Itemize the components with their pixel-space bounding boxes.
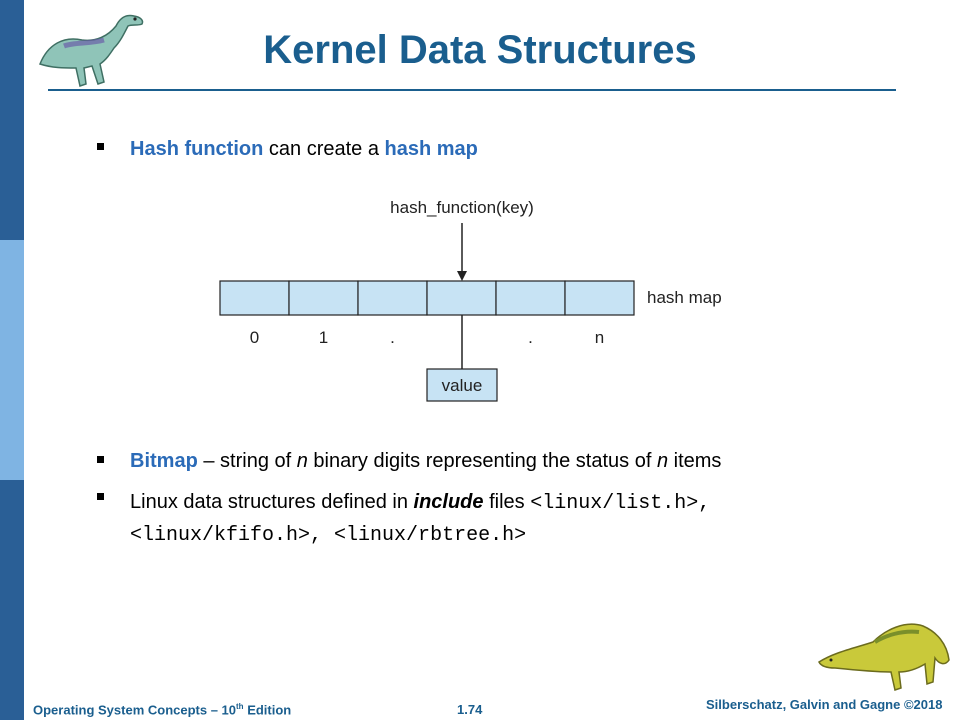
term-bitmap: Bitmap — [130, 450, 198, 472]
cell-index-label: . — [390, 328, 395, 347]
hash-map-cell — [289, 281, 358, 315]
code-kfifo-h: <linux/kfifo.h> — [130, 524, 311, 547]
hash-map-diagram — [200, 185, 760, 415]
bullet-hash-function — [130, 138, 478, 161]
term-include: include — [413, 491, 484, 513]
sidebar-band-middle — [0, 240, 24, 480]
bullet-text: binary digits representing the status of — [307, 450, 657, 472]
title-divider — [48, 89, 896, 91]
index-labels — [250, 328, 604, 347]
cell-index-label: 0 — [249, 328, 260, 347]
sidebar-band-bottom — [0, 480, 24, 720]
footer-text: Edition — [243, 702, 292, 718]
dinosaur-footer-icon — [815, 612, 955, 694]
cell-index-label: n — [594, 328, 605, 347]
bullet-text: files — [483, 491, 531, 513]
footer-authors: Silberschatz, Galvin and Gagne ©2018 — [706, 697, 943, 712]
separator: , — [698, 492, 711, 515]
footer-slide-number: 1.74 — [457, 702, 483, 717]
input-arrow-head — [457, 271, 467, 281]
footer-superscript: th — [236, 702, 244, 711]
bullet-linux-structures — [130, 487, 890, 551]
hash-map-cell — [220, 281, 289, 315]
footer-book-title — [33, 702, 291, 717]
italic-n: n — [656, 450, 669, 472]
code-list-h: <linux/list.h> — [530, 492, 699, 515]
hash-map-cell — [427, 281, 496, 315]
cell-index-label: 1 — [318, 328, 329, 347]
bullet-text: Linux data structures defined in — [130, 491, 414, 513]
hash-map-cell — [496, 281, 565, 315]
bullet-marker — [97, 143, 104, 150]
term-hash-function: Hash function — [130, 138, 264, 160]
bullet-marker — [97, 493, 104, 500]
cell-index-label: . — [528, 328, 533, 347]
slide-title: Kernel Data Structures — [263, 28, 697, 72]
value-label: value — [441, 376, 483, 395]
footer-text: Operating System Concepts – 10 — [33, 702, 237, 718]
hash-map-label: hash map — [647, 288, 722, 307]
hash-map-cell — [358, 281, 427, 315]
bullet-marker — [97, 456, 104, 463]
bullet-text: can create a — [263, 138, 385, 160]
hash-map-cells — [220, 281, 634, 315]
sidebar-band-top — [0, 0, 24, 240]
hash-map-cell — [565, 281, 634, 315]
italic-n: n — [296, 450, 308, 472]
hash-function-label: hash_function(key) — [390, 198, 534, 217]
code-rbtree-h: <linux/rbtree.h> — [334, 524, 527, 547]
bullet-bitmap — [130, 450, 721, 473]
bullet-text: – string of — [197, 450, 297, 472]
term-hash-map: hash map — [384, 138, 478, 160]
separator: , — [310, 524, 335, 547]
dinosaur-logo-icon — [34, 6, 150, 88]
bullet-text: items — [668, 450, 722, 472]
